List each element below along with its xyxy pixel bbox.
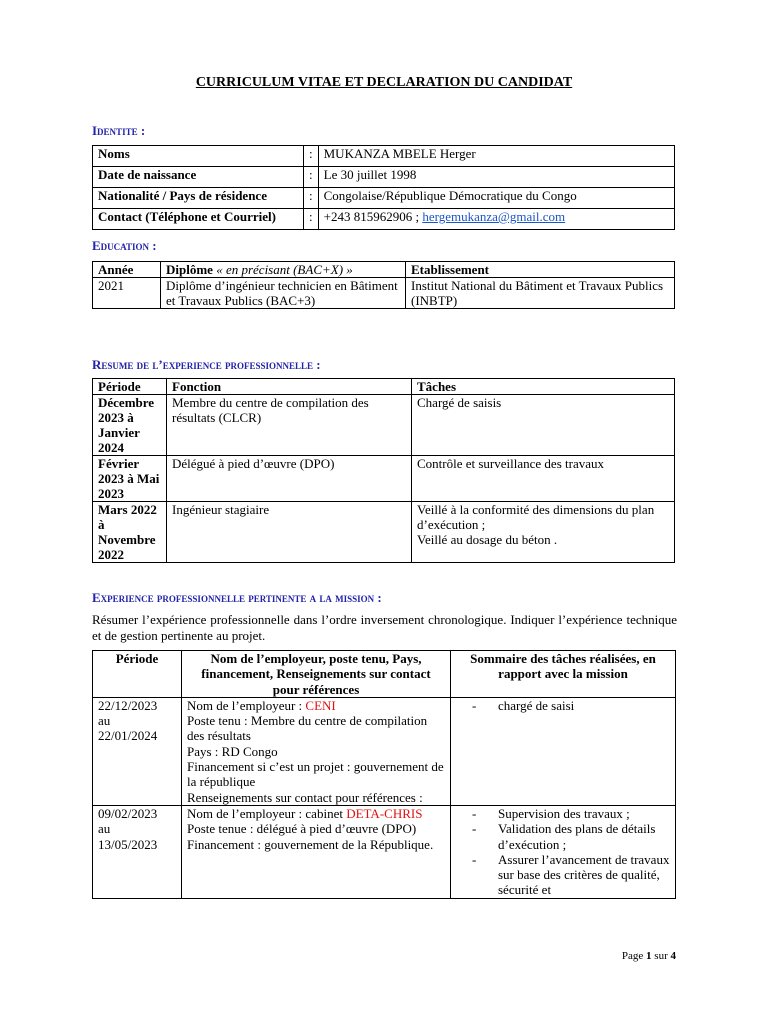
taches-cell: Contrôle et surveillance des travaux [412,456,675,502]
table-header-row [93,262,675,278]
table-row [93,209,675,230]
identite-value: Congolaise/République Démocratique du Congo [318,188,674,209]
list-item: - Assurer l’avancement de travaux sur base des critères de qualité, sécurité et [469,852,670,898]
list-item: - Supervision des travaux ; [469,806,670,821]
periode-cell: Décembre 2023 à Janvier 2024 [93,395,167,456]
table-row [93,395,675,456]
email-link[interactable]: hergemukanza@gmail.com [422,209,566,224]
table-row [93,502,675,563]
header-diplome: Diplôme « en précisant (BAC+X) » [161,262,406,278]
page-number: Page 1 sur 4 [621,950,676,962]
header-sommaire: Sommaire des tâches réalisées, en rapport avec la mission [451,651,676,698]
etablissement-cell: Institut National du Bâtiment et Travaux Publics (INBTP) [406,278,675,309]
identite-value: MUKANZA MBELE Herger [318,146,674,167]
taches-cell [451,697,676,805]
table-row [93,278,675,309]
table-row [93,188,675,209]
section-heading-resume: Resume de l’experience professionnelle : [92,357,321,372]
identite-label: Noms [93,146,304,167]
intro-paragraph: Résumer l’expérience professionnelle dans l’ordre inversement chronologique. Indiquer l’expérience technique et de gestion pertinente au projet. [92,612,677,643]
header-periode: Période [93,379,167,395]
taches-cell: Veillé à la conformité des dimensions du plan d’exécution ; Veillé au dosage du béton . [412,502,675,563]
section-heading-identite: Identite : [92,123,146,138]
header-employeur: Nom de l’employeur, poste tenu, Pays, financement, Renseignements sur contact pour références [182,651,451,698]
table-row [93,146,675,167]
employer-name: DETA-CHRIS [346,805,423,821]
taches-list [469,806,670,898]
document-title: CURRICULUM VITAE ET DECLARATION DU CANDIDAT [195,75,573,90]
identite-sep: : [304,167,319,188]
fonction-cell: Ingénieur stagiaire [167,502,412,563]
list-item: - chargé de saisi [469,698,670,713]
pertinente-table [92,650,676,899]
resume-table [92,378,675,563]
employeur-cell: Nom de l’employeur : CENI Poste tenu : Membre du centre de compilation des résultats Pays : RD Congo Financement si c’est un projet : gouvernement de la république Renseignements sur contact pour références : [182,697,451,805]
identite-label: Date de naissance [93,167,304,188]
diplome-cell: Diplôme d’ingénieur technicien en Bâtiment et Travaux Publics (BAC+3) [161,278,406,309]
identite-label: Contact (Téléphone et Courriel) [93,209,304,230]
phone-number: +243 815962906 ; [323,209,423,224]
taches-cell [451,805,676,898]
employeur-cell: Nom de l’employeur : cabinet DETA-CHRIS Poste tenue : délégué à pied d’œuvre (DPO) Financement : gouvernement de la République. [182,805,451,898]
table-row [93,456,675,502]
identite-sep: : [304,209,319,230]
list-item: - Validation des plans de détails d’exécution ; [469,821,670,852]
table-row [93,697,676,805]
table-header-row [93,379,675,395]
table-row [93,167,675,188]
employer-name: CENI [305,697,336,713]
section-heading-pertinente: Experience professionnelle pertinente a la mission : [92,590,382,605]
annee-cell: 2021 [93,278,161,309]
identite-label: Nationalité / Pays de résidence [93,188,304,209]
header-etablissement: Etablissement [406,262,675,278]
taches-cell: Chargé de saisis [412,395,675,456]
fonction-cell: Membre du centre de compilation des résultats (CLCR) [167,395,412,456]
header-taches: Tâches [412,379,675,395]
periode-cell: 09/02/2023 au 13/05/2023 [93,805,182,898]
education-table [92,261,675,309]
header-fonction: Fonction [167,379,412,395]
table-row [93,805,676,898]
header-annee: Année [93,262,161,278]
identite-table [92,145,675,230]
fonction-cell: Délégué à pied d’œuvre (DPO) [167,456,412,502]
identite-sep: : [304,188,319,209]
identite-value [318,209,674,230]
identite-sep: : [304,146,319,167]
periode-cell: Mars 2022 à Novembre 2022 [93,502,167,563]
periode-cell: 22/12/2023 au 22/01/2024 [93,697,182,805]
header-periode: Période [93,651,182,698]
section-heading-education: Education : [92,238,157,253]
periode-cell: Février 2023 à Mai 2023 [93,456,167,502]
table-header-row [93,651,676,698]
identite-value: Le 30 juillet 1998 [318,167,674,188]
taches-list [469,698,670,713]
